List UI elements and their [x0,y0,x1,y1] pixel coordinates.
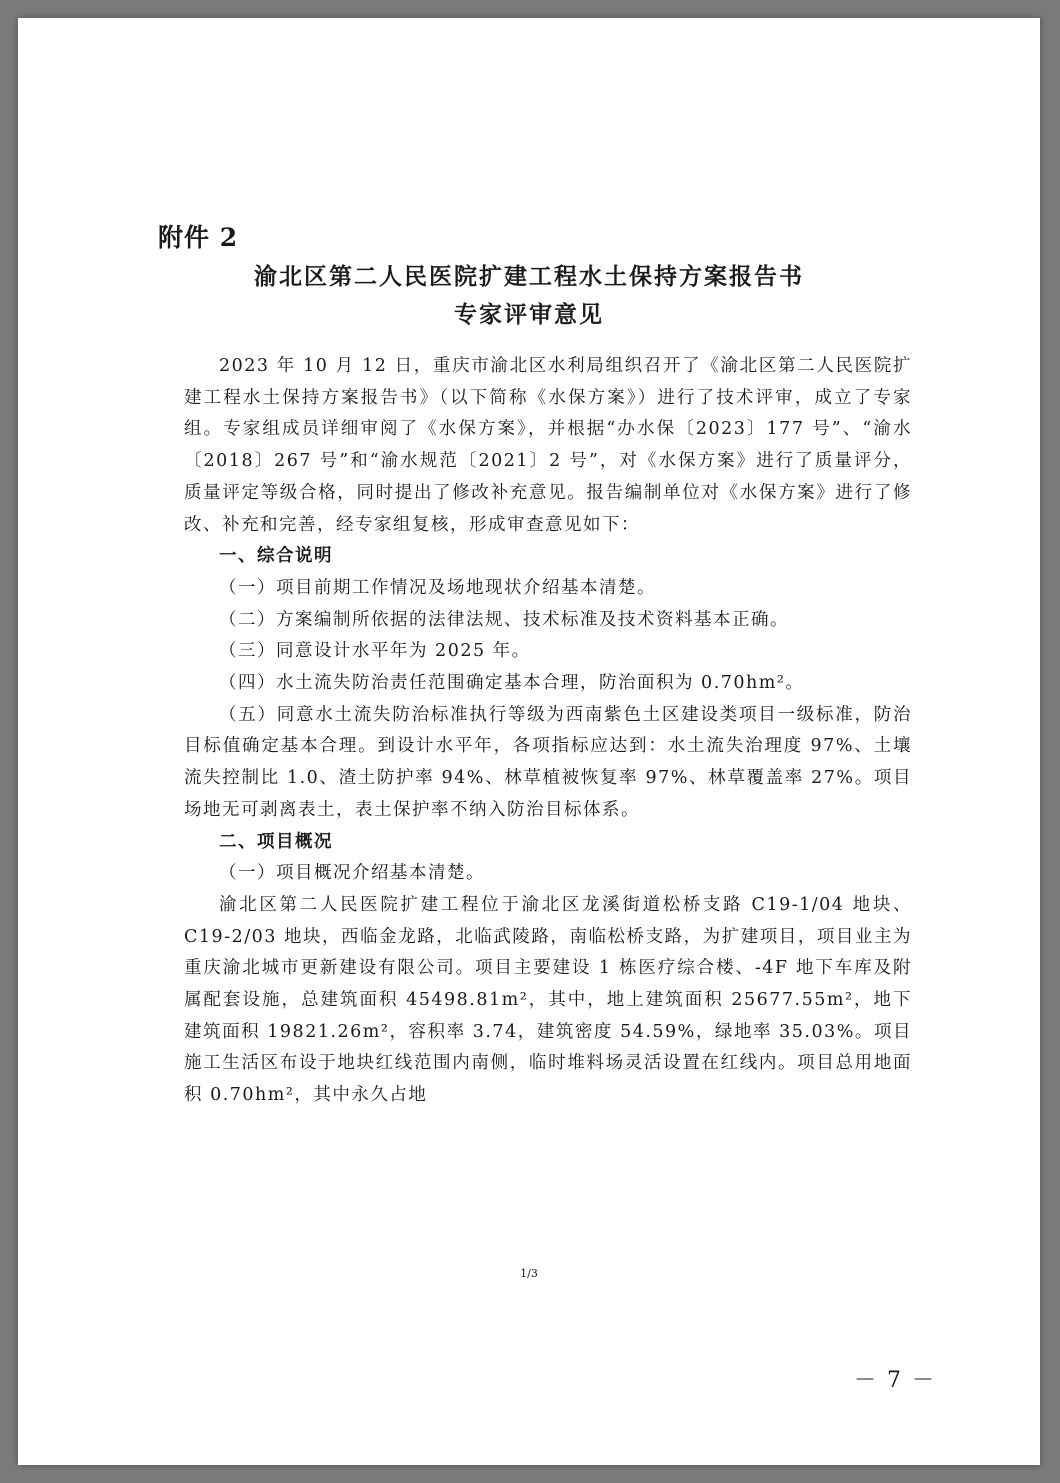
paragraph: （五）同意水土流失防治标准执行等级为西南紫色土区建设类项目一级标准，防治目标值确定基本合理。到设计水平年，各项指标应达到：水土流失治理度 97%、土壤流失控制比 1.0、渣土防护率 94%、林草植被恢复率 97%、林草覆盖率 27%。项目场地无可剥离表土，表土保护率不纳入防治目标体系。 [184,704,912,820]
paragraph-intro: 2023 年 10 月 12 日，重庆市渝北区水利局组织召开了《渝北区第二人民医院扩建工程水土保持方案报告书》（以下简称《水保方案》）进行了技术评审，成立了专家组。专家组成员详细审阅了《水保方案》，并根据“办水保〔2023〕177 号”、“渝水〔2018〕267 号”和“渝水规范〔2021〕2 号”，对《水保方案》进行了质量评分，质量评定等级合格，同时提出了修改补充意见。报告编制单位对《水保方案》进行了修改、补充和完善，经专家组复核，形成审查意见如下： [184,356,912,535]
section-heading: 一、综合说明 [219,546,333,567]
document-page [18,18,1040,1465]
document-subtitle: 专家评审意见 [454,301,604,328]
paragraph: 渝北区第二人民医院扩建工程位于渝北区龙溪街道松桥支路 C19-1/04 地块、C19-2/03 地块，西临金龙路，北临武陵路，南临松桥支路，为扩建项目，项目业主为重庆渝北城市更新建设有限公司。项目主要建设 1 栋医疗综合楼、-4F 地下车库及附属配套设施，总建筑面积 45498.81m²，其中，地上建筑面积 25677.55m²，地下建筑面积 19821.26m²，容积率 3.74，建筑密度 54.59%，绿地率 35.03%。项目施工生活区布设于地块红线范围内南侧，临时堆料场灵活设置在红线内。项目总用地面积 0.70hm²，其中永久占地 [184,894,912,1106]
section-heading: 二、项目概况 [219,831,333,852]
page-fraction: 1/3 [520,1267,538,1280]
paragraph: （二）方案编制所依据的法律法规、技术标准及技术资料基本正确。 [219,609,789,630]
paragraph: （一）项目前期工作情况及场地现状介绍基本清楚。 [219,577,656,598]
document-body [184,351,912,1112]
document-title: 渝北区第二人民医院扩建工程水土保持方案报告书 [254,263,804,290]
paragraph: （三）同意设计水平年为 2025 年。 [219,641,531,662]
paragraph: （一）项目概况介绍基本清楚。 [219,863,485,884]
attachment-label: 附件 2 [158,223,239,252]
paragraph: （四）水土流失防治责任范围确定基本合理，防治面积为 0.70hm²。 [219,673,805,694]
page-number: － 7 － [854,1368,936,1393]
